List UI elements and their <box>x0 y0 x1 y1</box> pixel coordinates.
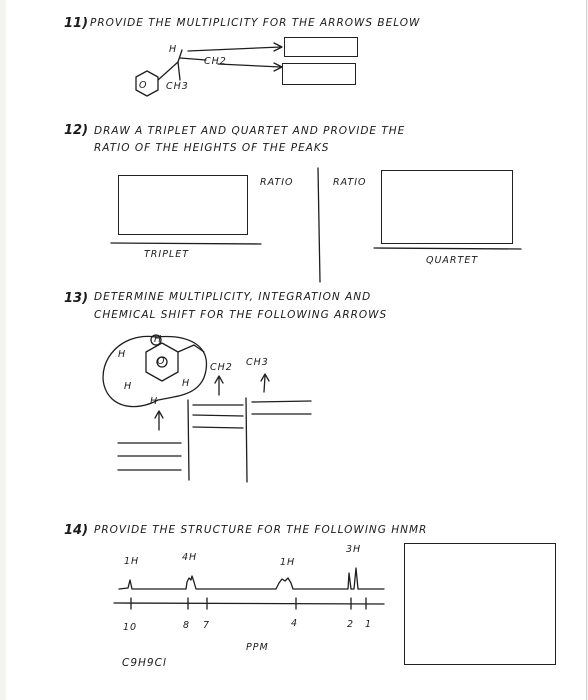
q13-prompt-line2: CHEMICAL SHIFT FOR THE FOLLOWING ARROWS <box>94 309 388 321</box>
q14-tick-2: 2 <box>347 619 355 630</box>
q12-triplet-label: TRIPLET <box>144 249 190 260</box>
q14-structure-answer-box[interactable] <box>404 543 556 665</box>
q13-h-label-1: H <box>118 349 127 360</box>
q14-integration-1: 1H <box>124 556 140 567</box>
q14-tick-4: 4 <box>291 618 299 629</box>
q12-quartet-label: QUARTET <box>426 255 479 266</box>
q11-ch2-label: CH2 <box>204 56 227 67</box>
q13-h-label-3: H <box>124 381 133 392</box>
q13-ch2-label: CH2 <box>210 362 233 373</box>
q14-integration-2: 4H <box>182 552 198 563</box>
q14-formula: C9H9Cl <box>122 657 167 669</box>
q12-ratio-right: RATIO <box>333 177 367 188</box>
q11-ring-label: O <box>139 80 148 91</box>
q13-ch3-label: CH3 <box>246 357 269 368</box>
q14-tick-7: 7 <box>203 620 211 631</box>
q12-prompt-line1: DRAW A TRIPLET AND QUARTET AND PROVIDE THE <box>94 125 406 137</box>
q13-h-label-5: H <box>154 334 163 345</box>
q14-integration-3: 1H <box>280 557 296 568</box>
q14-integration-4: 3H <box>346 544 362 555</box>
q14-number: 14) <box>64 523 89 538</box>
q13-number: 13) <box>64 291 89 306</box>
q13-prompt-line1: DETERMINE MULTIPLICITY, INTEGRATION AND <box>94 291 372 303</box>
q14-tick-1: 1 <box>365 619 373 630</box>
q11-number: 11) <box>64 16 89 31</box>
q12-prompt-line2: RATIO OF THE HEIGHTS OF THE PEAKS <box>94 142 330 154</box>
q13-ring-o-label: O <box>157 356 166 367</box>
q11-ch3-label: CH3 <box>166 81 189 92</box>
q14-tick-8: 8 <box>183 620 191 631</box>
q14-tick-10: 10 <box>123 622 138 633</box>
q12-number: 12) <box>64 123 89 138</box>
q11-h-label: H <box>169 44 178 55</box>
q12-ratio-left: RATIO <box>260 177 294 188</box>
q14-spectrum-trace <box>119 568 384 589</box>
q14-ppm-axis <box>114 603 384 604</box>
q14-ppm-label: PPM <box>246 642 269 653</box>
worksheet-page <box>6 0 587 700</box>
q11-prompt: PROVIDE THE MULTIPLICITY FOR THE ARROWS BELOW <box>90 17 421 29</box>
q14-prompt: PROVIDE THE STRUCTURE FOR THE FOLLOWING HNMR <box>94 524 428 536</box>
q13-h-label-2: H <box>182 378 191 389</box>
q13-h-label-4: H <box>150 396 159 407</box>
